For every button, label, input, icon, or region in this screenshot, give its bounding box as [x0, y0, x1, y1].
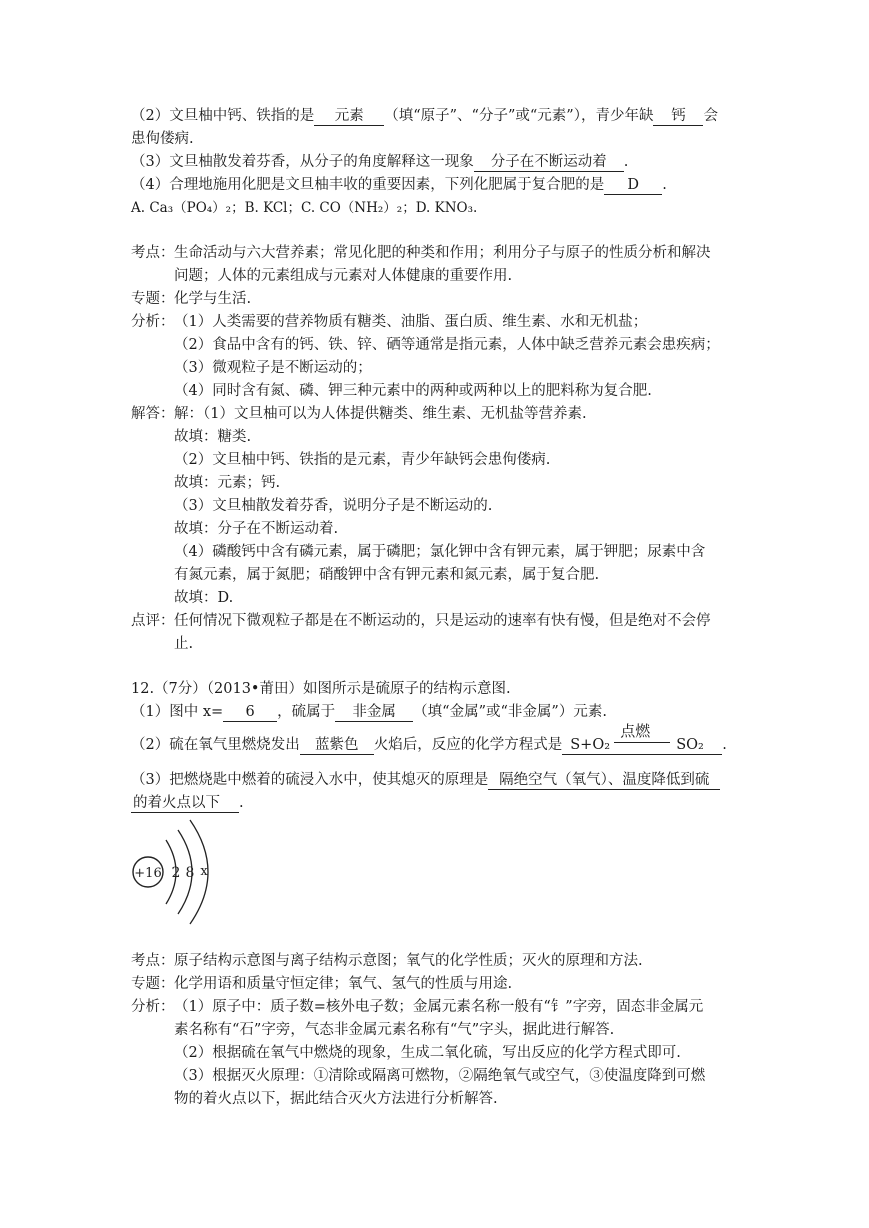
q12-part3-answer-a: 隔绝空气（氧气）、温度降低到硫: [488, 771, 720, 790]
analysis2-fenxi-5: 物的着火点以下，据此结合灭火方法进行分析解答.: [174, 1091, 498, 1107]
analysis1-jieda-2: 故填：糖类.: [174, 429, 252, 445]
analysis1-fenxi-label: 分析：: [131, 314, 175, 330]
q12-part1-pre: （1）图中 x=: [131, 704, 224, 720]
q12-part3-line: [131, 770, 720, 790]
q11-part4-answer: D: [604, 176, 662, 195]
analysis1-jieda-1: 解：（1）文旦柚可以为人体提供糖类、维生素、无机盐等营养素.: [174, 406, 587, 422]
analysis1-jieda-3: （2）文旦柚中钙、铁指的是元素，青少年缺钙会患佝偻病.: [174, 452, 551, 468]
analysis2-fenxi-2: 素名称有“石”字旁，气态非金属元素名称有“气”字头，据此进行解答.: [174, 1022, 615, 1038]
analysis1-fenxi-1: （1）人类需要的营养物质有糖类、油脂、蛋白质、维生素、水和无机盐；: [174, 314, 648, 330]
q12-part3-pre: （3）把燃烧匙中燃着的硫浸入水中，使其熄灭的原理是: [131, 772, 489, 788]
q11-part2-answer-2: 钙: [653, 107, 703, 126]
analysis1-jieda-6: 故填：分子在不断运动着.: [174, 521, 339, 537]
analysis1-jieda-8: 有氮元素，属于氮肥；硝酸钾中含有钾元素和氮元素，属于复合肥.: [174, 567, 600, 583]
analysis1-fenxi-4: （4）同时含有氮、磷、钾三种元素中的两种或两种以上的肥料称为复合肥.: [174, 383, 652, 399]
q12-part1-post: （填“金属”或“非金属”）元素.: [413, 704, 607, 720]
q12-part2-mid: 火焰后，反应的化学方程式是: [373, 737, 563, 753]
q12-part1-answer-2: 非金属: [335, 703, 413, 722]
q11-part2-answer-1: 元素: [314, 107, 384, 126]
analysis2-zhuanti-label: 专题：: [131, 976, 175, 992]
analysis2-fenxi-label: 分析：: [131, 999, 175, 1015]
q11-part4-pre: （4）合理地施用化肥是文旦柚丰收的重要因素，下列化肥属于复合肥的是: [131, 177, 605, 193]
q12-title: 12.（7分）（2013•莆田）如图所示是硫原子的结构示意图.: [131, 681, 511, 697]
analysis1-zhuanti: 化学与生活.: [174, 291, 252, 307]
shell-1-electrons: 2: [171, 865, 181, 881]
q12-part2-line: [131, 722, 727, 755]
q12-part1-answer-1: 6: [223, 703, 277, 722]
q11-part2-mid: （填“原子”、“分子”或“元素”），青少年缺: [384, 108, 654, 124]
analysis1-dianping-2: 止.: [174, 636, 194, 652]
q11-part3-post: .: [623, 154, 629, 170]
analysis1-jieda-5: （3）文旦柚散发着芬香，说明分子是不断运动的.: [174, 498, 493, 514]
q11-part2-pre: （2）文旦柚中钙、铁指的是: [131, 108, 315, 124]
sulfur-atom-diagram: [128, 818, 238, 928]
q12-part2-answer-1: 蓝紫色: [300, 736, 374, 755]
analysis2-kaodian-label: 考点：: [131, 953, 175, 969]
q12-part2-pre: （2）硫在氧气里燃烧发出: [131, 737, 300, 753]
q11-part3-answer: 分子在不断运动着: [474, 153, 624, 172]
analysis1-jieda-4: 故填：元素；钙.: [174, 475, 281, 491]
q12-equation-condition: 点燃: [620, 722, 651, 740]
q11-part4-line: [131, 175, 667, 195]
shell-2-electrons: 8: [185, 865, 195, 881]
q12-equation-arrow: [614, 742, 670, 743]
q12-part3-answer-b: 的着火点以下: [131, 794, 239, 813]
analysis2-fenxi-4: （3）根据灭火原理：①清除或隔离可燃物，②隔绝氧气或空气，③使温度降到可燃: [174, 1068, 706, 1084]
analysis1-jieda-7: （4）磷酸钙中含有磷元素，属于磷肥；氯化钾中含有钾元素，属于钾肥；尿素中含: [174, 544, 706, 560]
q11-part4-post: .: [662, 177, 667, 193]
q11-part2-line: [131, 106, 718, 126]
analysis1-kaodian-1: 生命活动与六大营养素；常见化肥的种类和作用；利用分子与原子的性质分析和解决: [174, 245, 711, 261]
analysis1-jieda-label: 解答：: [131, 406, 175, 422]
q12-equation-right: SO₂: [676, 737, 704, 753]
analysis2-kaodian: 原子结构示意图与离子结构示意图；氧气的化学性质；灭火的原理和方法.: [174, 953, 643, 969]
analysis1-kaodian-label: 考点：: [131, 245, 175, 261]
q11-part3-pre: （3）文旦柚散发着芬香，从分子的角度解释这一现象: [131, 154, 474, 170]
q12-part3-line-2: [131, 793, 244, 813]
nucleus-label: +16: [134, 866, 162, 881]
analysis2-zhuanti: 化学用语和质量守恒定律；氧气、氢气的性质与用途.: [174, 976, 513, 992]
analysis1-fenxi-3: （3）微观粒子是不断运动的；: [174, 360, 372, 376]
analysis2-fenxi-3: （2）根据硫在氧气中燃烧的现象，生成二氧化硫，写出反应的化学方程式即可.: [174, 1045, 681, 1061]
q11-part3-line: [131, 152, 628, 172]
q12-part3-post: .: [239, 795, 244, 811]
analysis1-dianping-1: 任何情况下微观粒子都是在不断运动的，只是运动的速率有快有慢，但是绝对不会停: [174, 613, 711, 629]
q11-options: A. Ca₃（PO₄）₂；B. KCl；C. CO（NH₂）₂；D. KNO₃.: [131, 200, 478, 216]
analysis1-fenxi-2: （2）食品中含有的钙、铁、锌、硒等通常是指元素，人体中缺乏营养元素会患疾病；: [174, 337, 720, 353]
analysis1-kaodian-2: 问题；人体的元素组成与元素对人体健康的重要作用.: [174, 268, 513, 284]
q12-part1-mid: ，硫属于: [277, 704, 336, 720]
analysis1-jieda-9: 故填：D.: [174, 590, 234, 606]
analysis1-zhuanti-label: 专题：: [131, 291, 175, 307]
q12-equation-left: S+O₂: [570, 737, 611, 753]
q11-part2-post: 会: [703, 108, 718, 124]
q12-part1-line: [131, 702, 607, 722]
q11-part2-cont: 患佝偻病.: [131, 131, 194, 147]
shell-3-electrons: x: [200, 864, 208, 879]
analysis1-dianping-label: 点评：: [131, 613, 175, 629]
q12-part2-post: .: [722, 737, 727, 753]
q12-equation: [562, 722, 722, 755]
analysis2-fenxi-1: （1）原子中：质子数=核外电子数；金属元素名称一般有“钅”字旁，固态非金属元: [174, 999, 704, 1015]
